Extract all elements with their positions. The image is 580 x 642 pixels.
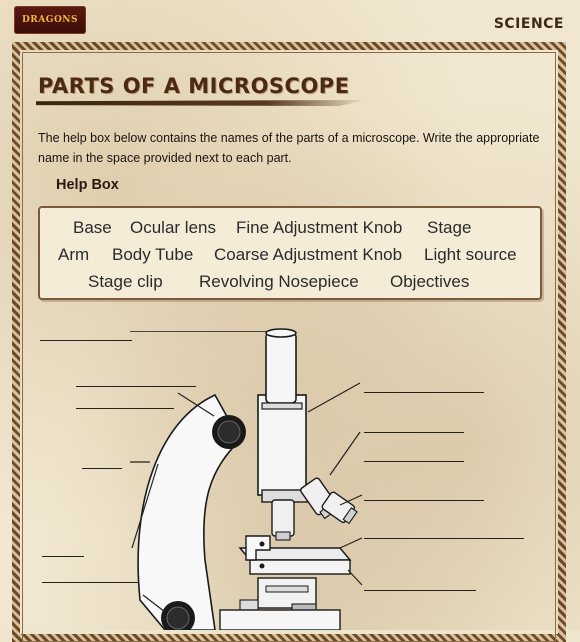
subject-label: SCIENCE [493,16,564,32]
help-word-fine-adjustment-knob: Fine Adjustment Knob [236,218,403,237]
ocular-tube [266,333,296,403]
help-word-stage: Stage [427,218,472,237]
objective-1 [272,500,294,536]
help-word-ocular-lens: Ocular lens [130,218,216,237]
help-word-base: Base [73,218,112,237]
worksheet-title: PARTS OF A MICROSCOPE [38,74,350,98]
help-word-coarse-adjustment-knob: Coarse Adjustment Knob [214,245,403,264]
help-word-arm: Arm [58,245,90,264]
help-word-body-tube: Body Tube [112,245,194,264]
help-word-stage-clip: Stage clip [88,272,163,291]
instructions-text: The help box below contains the names of the parts of a microscope. Write the appropriate name in the space provided next to each part. [38,131,540,165]
help-word-objectives: Objectives [390,272,470,291]
help-word-revolving-nosepiece: Revolving Nosepiece [199,272,359,291]
help-box-heading: Help Box [56,177,119,193]
logo-text: DRAGONS [21,15,79,25]
ocular-lens-top [266,329,296,337]
base-upper [220,610,340,630]
help-word-light-source: Light source [424,245,517,264]
body-tube-housing [258,395,306,495]
